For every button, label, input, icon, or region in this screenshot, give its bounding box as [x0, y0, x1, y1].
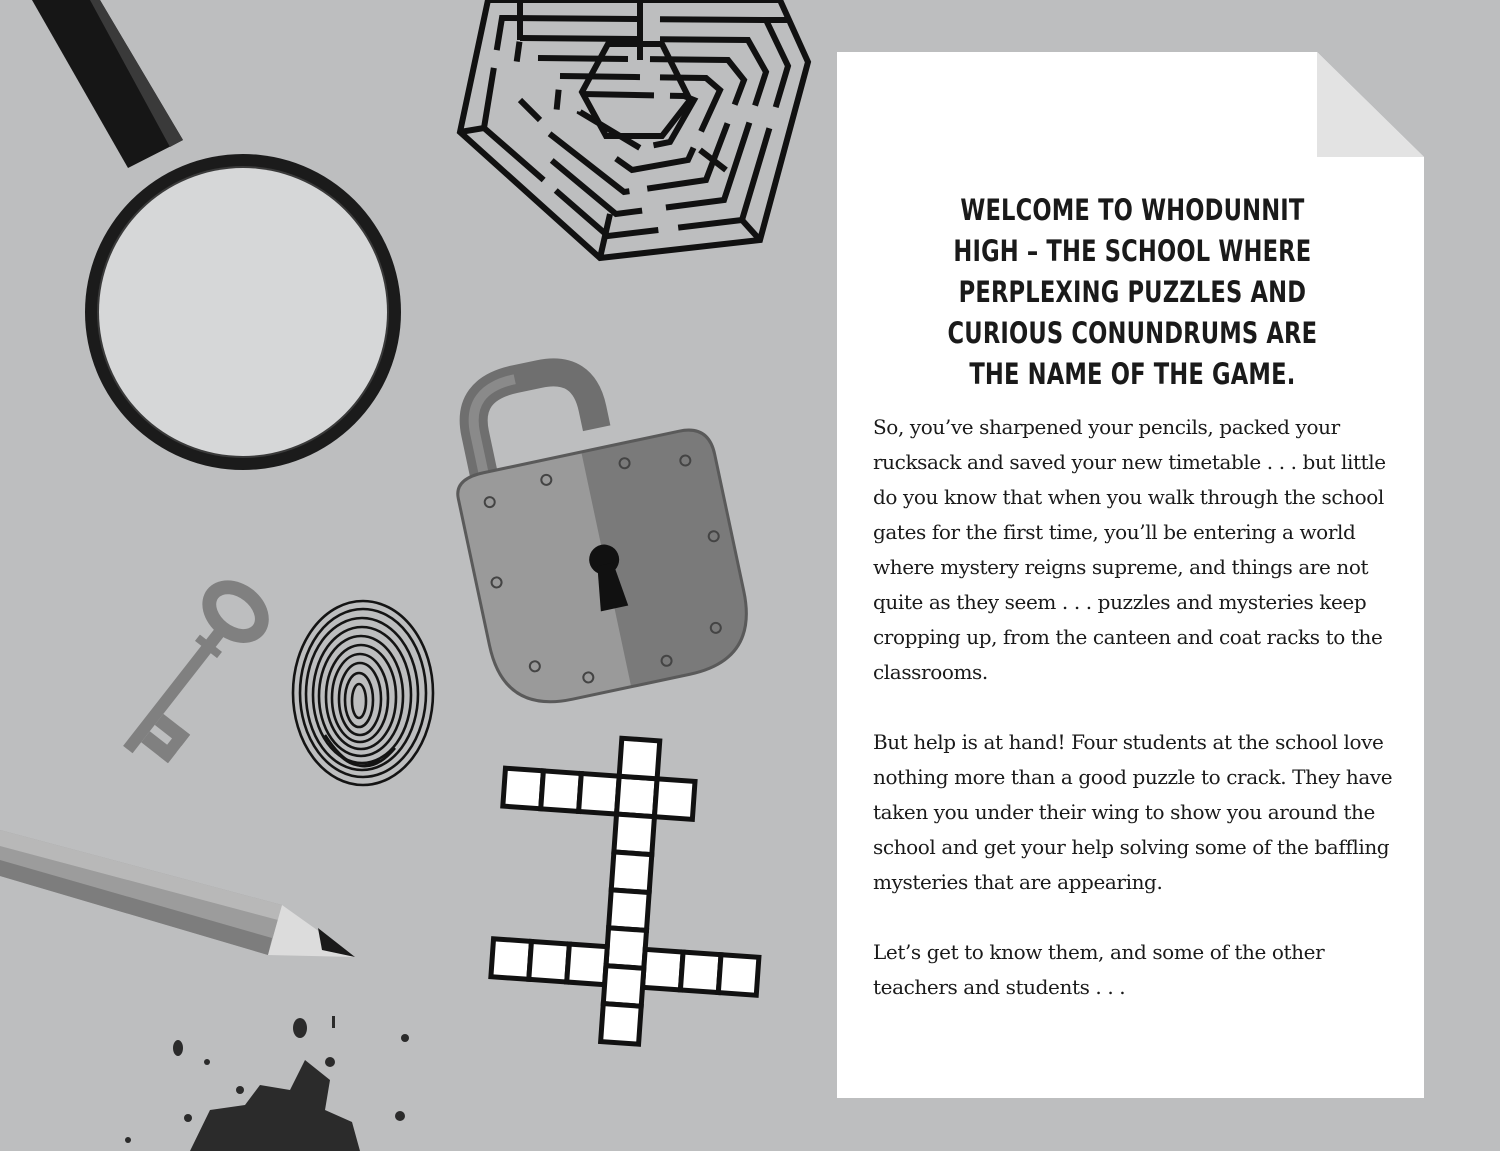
pencil-icon — [0, 830, 355, 957]
key-icon — [99, 567, 284, 774]
hexagon-maze-icon — [460, 0, 808, 258]
intro-text — [873, 410, 1393, 1040]
paragraph-3: Let’s get to know them, and some of the other teachers and students . . . — [873, 940, 1325, 999]
ink-splat-icon — [125, 1016, 409, 1151]
fingerprint-icon — [293, 601, 433, 785]
paragraph-2: But help is at hand! Four students at the school love nothing more than a good puzzle to crack. They have taken you under their wing to show you around the school and get your help solving some of the baffling mysteries that are appearing. — [873, 730, 1393, 894]
page-title: WELCOME TO WHODUNNIT HIGH – THE SCHOOL WHERE PERPLEXING PUZZLES AND CURIOUS CONUNDRUMS ARE THE NAME OF THE GAME. — [947, 193, 1318, 391]
magnifying-glass-icon — [32, 0, 401, 470]
paragraph-1: So, you’ve sharpened your pencils, packed your rucksack and saved your new timetable . . . but little do you know that when you walk through the school gates for the first time, you’ll be entering a world where mystery reigns supreme, and things are not quite as they seem . . . puzzles and mysteries keep cropping up, from the canteen and coat racks to the classrooms. — [873, 415, 1386, 684]
padlock-icon — [436, 342, 758, 714]
welcome-note-page — [837, 52, 1424, 1098]
crossword-grid-icon — [487, 730, 774, 1052]
